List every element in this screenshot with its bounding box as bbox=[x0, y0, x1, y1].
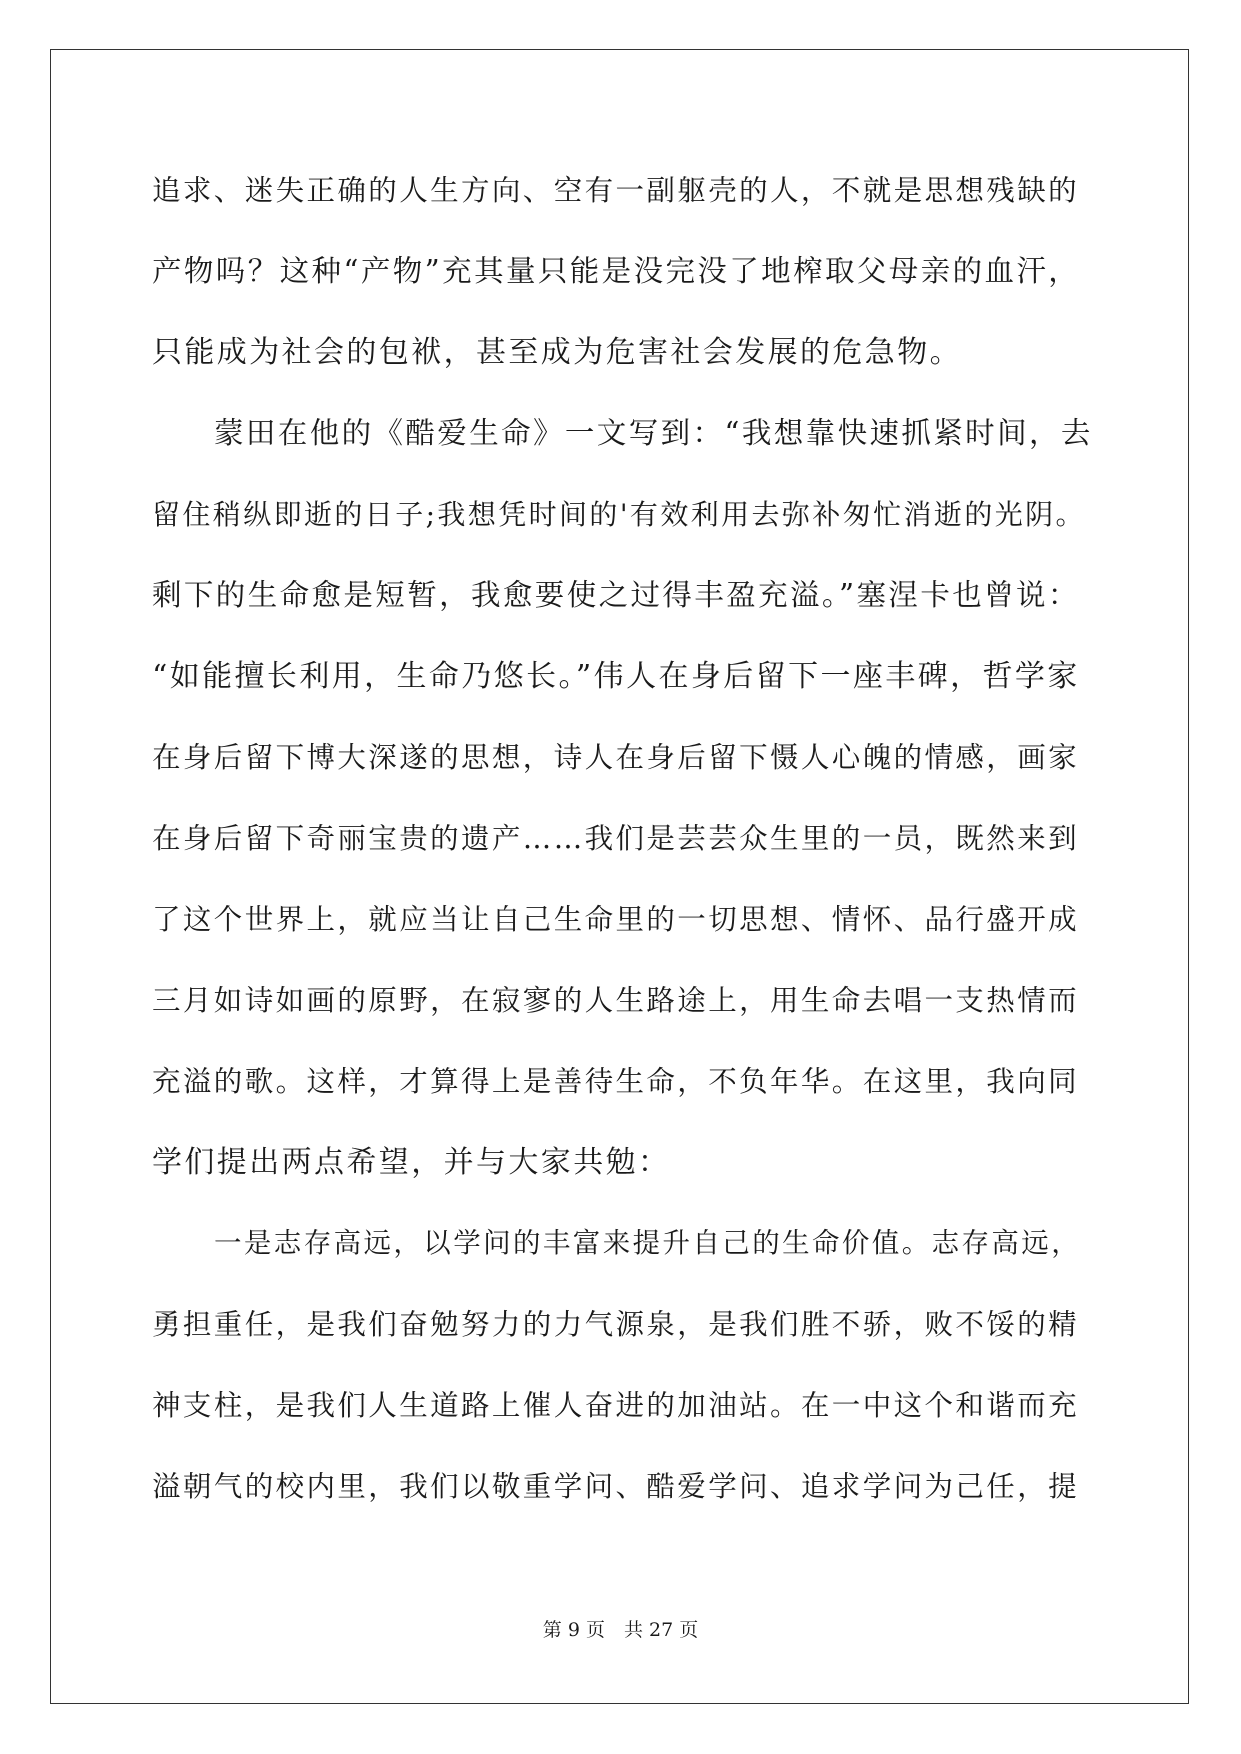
text-line: 在身后留下奇丽宝贵的遗产……我们是芸芸众生里的一员，既然来到 bbox=[152, 822, 1080, 855]
text-line: 学们提出两点希望，并与大家共勉： bbox=[152, 1145, 671, 1180]
text-line: 只能成为社会的包袱，甚至成为危害社会发展的危急物。 bbox=[152, 335, 962, 370]
text-line: 三月如诗如画的原野，在寂寥的人生路途上，用生命去唱一支热情而 bbox=[152, 984, 1080, 1017]
text-line: “如能擅长利用，生命乃悠长。”伟人在身后留下一座丰碑，哲学家 bbox=[152, 659, 1080, 694]
text-line: 了这个世界上，就应当让自己生命里的一切思想、情怀、品行盛开成 bbox=[152, 903, 1080, 936]
page-number-footer: 第 9 页 共 27 页 bbox=[542, 1619, 699, 1641]
text-line: 在身后留下博大深遂的思想，诗人在身后留下慑人心魄的情感，画家 bbox=[152, 741, 1080, 774]
text-line: 蒙田在他的《酷爱生命》一文写到：“我想靠快速抓紧时间，去 bbox=[214, 416, 1093, 450]
text-line: 充溢的歌。这样，才算得上是善待生命，不负年华。在这里，我向同 bbox=[152, 1065, 1080, 1098]
text-line: 溢朝气的校内里，我们以敬重学问、酷爱学问、追求学问为己任，提 bbox=[152, 1470, 1080, 1503]
text-line: 一是志存高远，以学问的丰富来提升自己的生命价值。志存高远， bbox=[214, 1227, 1082, 1259]
text-line: 留住稍纵即逝的日子;我想凭时间的'有效利用去弥补匆忙消逝的光阴。 bbox=[152, 498, 1086, 531]
document-body bbox=[152, 150, 1092, 1527]
text-line: 产物吗？这种“产物”充其量只能是没完没了地榨取父母亲的血汗， bbox=[152, 254, 1081, 288]
text-line: 神支柱，是我们人生道路上催人奋进的加油站。在一中这个和谐而充 bbox=[152, 1389, 1080, 1422]
text-line: 剩下的生命愈是短暂，我愈要使之过得丰盈充溢。”塞涅卡也曾说： bbox=[152, 578, 1080, 612]
text-line: 追求、迷失正确的人生方向、空有一副躯壳的人，不就是思想残缺的 bbox=[152, 174, 1080, 207]
text-line: 勇担重任，是我们奋勉努力的力气源泉，是我们胜不骄，败不馁的精 bbox=[152, 1308, 1080, 1341]
